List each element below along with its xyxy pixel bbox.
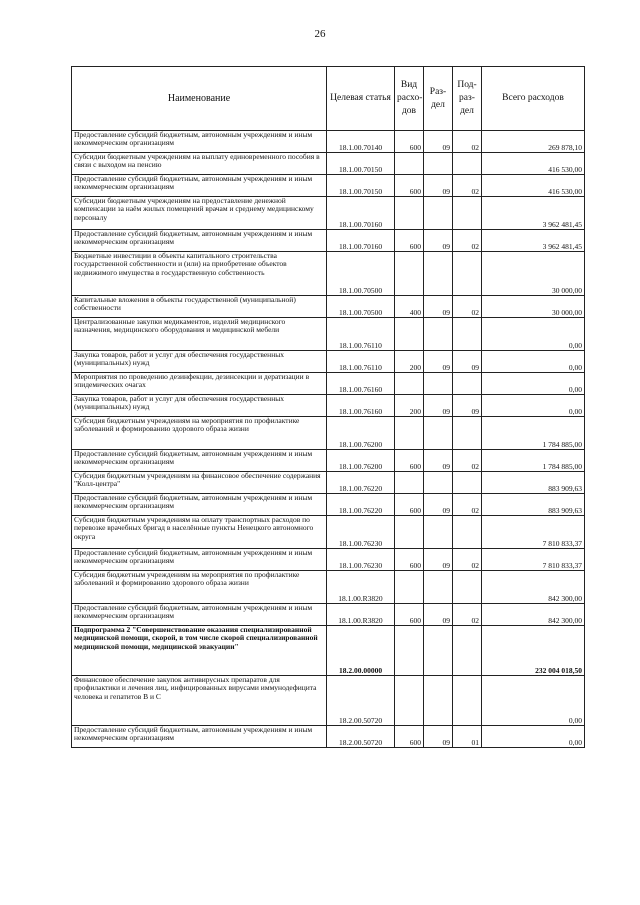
row-name: Подпрограмма 2 "Совершенствование оказания специализированной медицинской помощи, скорой, в том числе скорой специализированной медицинской помощи, медицинской эвакуации" [72, 626, 327, 676]
row-code: 18.1.00.76160 [327, 373, 395, 395]
row-razdel [424, 197, 453, 230]
row-total: 269 878,10 [482, 131, 585, 153]
row-vid: 600 [395, 450, 424, 472]
row-name: Предоставление субсидий бюджетным, автономным учреждениям и иным некоммерческим организациям [72, 175, 327, 197]
row-code: 18.1.00.76200 [327, 450, 395, 472]
row-vid: 600 [395, 175, 424, 197]
row-razdel [424, 676, 453, 726]
row-podrazdel: 02 [453, 230, 482, 252]
row-vid [395, 252, 424, 296]
row-razdel [424, 252, 453, 296]
row-vid [395, 197, 424, 230]
row-code: 18.1.00.76160 [327, 395, 395, 417]
header-podrazdel: Под-раз-дел [453, 67, 482, 131]
row-razdel: 09 [424, 726, 453, 748]
table-body [72, 131, 585, 748]
row-razdel [424, 571, 453, 604]
table-row [72, 571, 585, 604]
row-total: 3 962 481,45 [482, 197, 585, 230]
row-total: 232 004 018,50 [482, 626, 585, 676]
row-vid [395, 417, 424, 450]
row-vid [395, 373, 424, 395]
row-name: Предоставление субсидий бюджетным, автономным учреждениям и иным некоммерческим организациям [72, 450, 327, 472]
row-code: 18.1.00.70500 [327, 252, 395, 296]
table-row [72, 252, 585, 296]
row-razdel: 09 [424, 131, 453, 153]
row-name: Мероприятия по проведению дезинфекции, дезинсекции и дератизации в эпидемических очагах [72, 373, 327, 395]
row-code: 18.1.00.70160 [327, 230, 395, 252]
row-code: 18.1.00.76230 [327, 516, 395, 549]
row-podrazdel: 02 [453, 450, 482, 472]
row-name: Предоставление субсидий бюджетным, автономным учреждениям и иным некоммерческим организациям [72, 494, 327, 516]
row-total: 0,00 [482, 318, 585, 351]
row-podrazdel: 02 [453, 131, 482, 153]
row-name: Закупка товаров, работ и услуг для обеспечения государственных (муниципальных) нужд [72, 395, 327, 417]
row-total: 0,00 [482, 676, 585, 726]
row-total: 1 784 885,00 [482, 450, 585, 472]
table-row [72, 676, 585, 726]
table-row [72, 395, 585, 417]
header-razdel: Раз-дел [424, 67, 453, 131]
row-razdel: 09 [424, 296, 453, 318]
row-razdel [424, 626, 453, 676]
header-name: Наименование [72, 67, 327, 131]
row-podrazdel [453, 516, 482, 549]
row-podrazdel [453, 571, 482, 604]
row-code: 18.1.00.76230 [327, 549, 395, 571]
row-code: 18.1.00.70150 [327, 153, 395, 175]
row-code: 18.1.00.76220 [327, 494, 395, 516]
table-row [72, 351, 585, 373]
row-vid: 600 [395, 230, 424, 252]
row-code: 18.1.00.76110 [327, 351, 395, 373]
row-code: 18.2.00.50720 [327, 726, 395, 748]
row-razdel: 09 [424, 604, 453, 626]
row-razdel: 09 [424, 351, 453, 373]
row-name: Субсидия бюджетным учреждениям на мероприятия по профилактике заболеваний и формированию здорового образа жизни [72, 571, 327, 604]
row-podrazdel [453, 197, 482, 230]
table-row [72, 472, 585, 494]
table-row [72, 318, 585, 351]
row-code: 18.1.00.76110 [327, 318, 395, 351]
table-row [72, 230, 585, 252]
row-podrazdel [453, 417, 482, 450]
table-row [72, 417, 585, 450]
row-name: Бюджетные инвестиции в объекты капитального строительства государственной собственности и (или) на приобретение объектов недвижимого имущества в государственную собственность [72, 252, 327, 296]
row-podrazdel: 09 [453, 395, 482, 417]
header-code: Целевая статья [327, 67, 395, 131]
row-total: 0,00 [482, 351, 585, 373]
row-code: 18.1.00.R3820 [327, 604, 395, 626]
row-total: 416 530,00 [482, 153, 585, 175]
row-total: 883 909,63 [482, 472, 585, 494]
row-vid [395, 153, 424, 175]
row-podrazdel [453, 472, 482, 494]
row-vid: 400 [395, 296, 424, 318]
row-vid: 600 [395, 494, 424, 516]
row-name: Централизованные закупки медикаментов, изделий медицинского назначения, медицинского оборудования и медицинской мебели [72, 318, 327, 351]
table-row [72, 373, 585, 395]
row-total: 883 909,63 [482, 494, 585, 516]
row-vid: 200 [395, 395, 424, 417]
row-razdel [424, 153, 453, 175]
row-razdel: 09 [424, 230, 453, 252]
table-row [72, 516, 585, 549]
table-row [72, 549, 585, 571]
row-razdel [424, 373, 453, 395]
row-code: 18.1.00.76200 [327, 417, 395, 450]
row-code: 18.1.00.76220 [327, 472, 395, 494]
row-total: 416 530,00 [482, 175, 585, 197]
row-vid [395, 676, 424, 726]
table-row [72, 726, 585, 748]
row-total: 0,00 [482, 373, 585, 395]
row-vid [395, 516, 424, 549]
row-name: Предоставление субсидий бюджетным, автономным учреждениям и иным некоммерческим организациям [72, 604, 327, 626]
row-podrazdel: 01 [453, 726, 482, 748]
table-row [72, 296, 585, 318]
table-row [72, 626, 585, 676]
row-vid: 600 [395, 726, 424, 748]
row-name: Субсидия бюджетным учреждениям на оплату транспортных расходов по перевозке врачебных бригад в населённые пункты Ненецкого автономного округа [72, 516, 327, 549]
row-podrazdel [453, 626, 482, 676]
row-code: 18.2.00.00000 [327, 626, 395, 676]
row-name: Закупка товаров, работ и услуг для обеспечения государственных (муниципальных) нужд [72, 351, 327, 373]
row-name: Капитальные вложения в объекты государственной (муниципальной) собственности [72, 296, 327, 318]
table-row [72, 494, 585, 516]
table-row [72, 450, 585, 472]
row-vid: 600 [395, 131, 424, 153]
row-razdel: 09 [424, 175, 453, 197]
row-podrazdel: 09 [453, 351, 482, 373]
header-vid: Вид расхо-дов [395, 67, 424, 131]
row-name: Субсидии бюджетным учреждениям на выплату единовременного пособия в связи с выходом на пенсию [72, 153, 327, 175]
row-code: 18.1.00.70160 [327, 197, 395, 230]
row-total: 0,00 [482, 726, 585, 748]
row-razdel [424, 516, 453, 549]
table-row [72, 175, 585, 197]
row-razdel: 09 [424, 450, 453, 472]
row-name: Предоставление субсидий бюджетным, автономным учреждениям и иным некоммерческим организациям [72, 549, 327, 571]
row-name: Предоставление субсидий бюджетным, автономным учреждениям и иным некоммерческим организациям [72, 230, 327, 252]
table-row [72, 153, 585, 175]
row-vid [395, 626, 424, 676]
row-podrazdel [453, 373, 482, 395]
row-total: 842 300,00 [482, 571, 585, 604]
row-total: 7 810 833,37 [482, 516, 585, 549]
row-total: 0,00 [482, 395, 585, 417]
row-total: 30 000,00 [482, 296, 585, 318]
row-code: 18.1.00.R3820 [327, 571, 395, 604]
row-total: 3 962 481,45 [482, 230, 585, 252]
row-podrazdel [453, 676, 482, 726]
row-vid [395, 472, 424, 494]
header-total: Всего расходов [482, 67, 585, 131]
row-razdel: 09 [424, 549, 453, 571]
row-vid [395, 571, 424, 604]
row-podrazdel: 02 [453, 494, 482, 516]
page-number: 26 [314, 28, 326, 40]
row-vid: 200 [395, 351, 424, 373]
row-name: Субсидия бюджетным учреждениям на финансовое обеспечение содержания "Колл-центра" [72, 472, 327, 494]
row-total: 842 300,00 [482, 604, 585, 626]
row-name: Предоставление субсидий бюджетным, автономным учреждениям и иным некоммерческим организациям [72, 131, 327, 153]
row-podrazdel [453, 153, 482, 175]
row-code: 18.1.00.70140 [327, 131, 395, 153]
row-name: Предоставление субсидий бюджетным, автономным учреждениям и иным некоммерческим организациям [72, 726, 327, 748]
row-podrazdel: 02 [453, 175, 482, 197]
row-vid: 600 [395, 549, 424, 571]
row-total: 7 810 833,37 [482, 549, 585, 571]
table-header [72, 67, 585, 131]
row-code: 18.2.00.50720 [327, 676, 395, 726]
row-name: Субсидии бюджетным учреждениям на предоставление денежной компенсации за наём жилых помещений врачам и среднему медицинскому персоналу [72, 197, 327, 230]
row-podrazdel: 02 [453, 549, 482, 571]
row-razdel [424, 472, 453, 494]
row-razdel: 09 [424, 395, 453, 417]
row-total: 30 000,00 [482, 252, 585, 296]
row-razdel [424, 318, 453, 351]
row-vid [395, 318, 424, 351]
table-row [72, 604, 585, 626]
row-podrazdel: 02 [453, 296, 482, 318]
row-code: 18.1.00.70500 [327, 296, 395, 318]
budget-table [71, 66, 585, 748]
row-code: 18.1.00.70150 [327, 175, 395, 197]
row-podrazdel [453, 318, 482, 351]
row-razdel [424, 417, 453, 450]
row-podrazdel [453, 252, 482, 296]
row-name: Финансовое обеспечение закупок антивирусных препаратов для профилактики и лечения лиц, инфицированных вирусами иммунодефицита человека и гепатитов В и С [72, 676, 327, 726]
row-total: 1 784 885,00 [482, 417, 585, 450]
row-podrazdel: 02 [453, 604, 482, 626]
row-razdel: 09 [424, 494, 453, 516]
table-row [72, 197, 585, 230]
table-row [72, 131, 585, 153]
row-name: Субсидия бюджетным учреждениям на мероприятия по профилактике заболеваний и формированию здорового образа жизни [72, 417, 327, 450]
row-vid: 600 [395, 604, 424, 626]
